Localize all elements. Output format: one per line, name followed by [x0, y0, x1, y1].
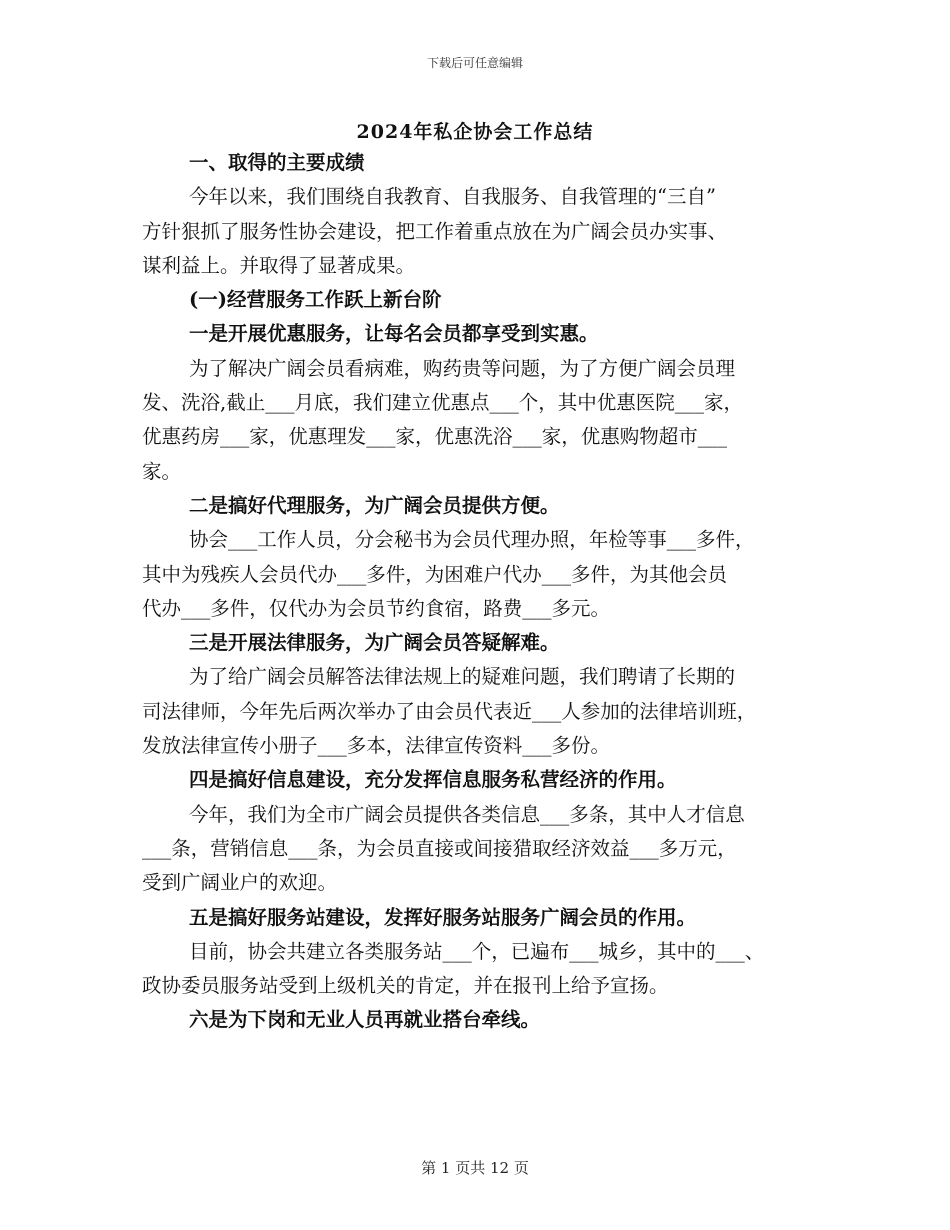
paragraph-line: 发放法律宣传小册子___多本，法律宣传资料___多份。 — [142, 734, 611, 758]
paragraph-line: 政协委员服务站受到上级机关的肯定，并在报刊上给予宣扬。 — [142, 974, 669, 998]
section-heading: 五是搞好服务站建设，发挥好服务站服务广阔会员的作用。 — [189, 905, 697, 929]
paragraph-line: 为了给广阔会员解答法律法规上的疑难问题，我们聘请了长期的 — [189, 665, 736, 689]
paragraph-line: 受到广阔业户的欢迎。 — [142, 871, 338, 895]
paragraph-line: 优惠药房___家，优惠理发___家，优惠洗浴___家，优惠购物超市___ — [142, 425, 728, 449]
paragraph-line: 目前，协会共建立各类服务站___个，已遍布___城乡，其中的___、 — [189, 939, 765, 963]
paragraph-line: 其中为残疾人会员代办___多件，为困难户代办___多件，为其他会员 — [142, 562, 728, 586]
paragraph-line: 方针狠抓了服务性协会建设，把工作着重点放在为广阔会员办实事、 — [142, 219, 728, 243]
paragraph-line: 谋利益上。并取得了显著成果。 — [142, 253, 416, 277]
section-heading: 六是为下岗和无业人员再就业搭台牵线。 — [189, 1008, 541, 1032]
header-note: 下载后可任意编辑 — [426, 56, 523, 70]
section-heading: 一、取得的主要成绩 — [189, 151, 365, 174]
paragraph-line: 今年以来，我们围绕自我教育、自我服务、自我管理的“三自” — [189, 185, 716, 209]
paragraph-line: 代办___多件，仅代办为会员节约食宿，路费___多元。 — [142, 596, 611, 620]
section-heading: 三是开展法律服务，为广阔会员答疑解难。 — [189, 631, 560, 655]
page-footer: 第 1 页共 12 页 — [421, 1159, 529, 1177]
paragraph-line: 司法律师，今年先后两次举办了由会员代表近___人参加的法律培训班， — [142, 699, 757, 723]
paragraph-line: 家。 — [142, 459, 182, 483]
paragraph-line: 为了解决广阔会员看病难，购药贵等问题，为了方便广阔会员理 — [189, 356, 736, 380]
document-title: 2024年私企协会工作总结 — [356, 121, 594, 143]
section-heading: 二是搞好代理服务，为广阔会员提供方便。 — [189, 493, 560, 517]
paragraph-line: 今年，我们为全市广阔会员提供各类信息___多条，其中人才信息 — [189, 802, 745, 826]
section-heading: (一)经营服务工作跃上新台阶 — [189, 288, 442, 312]
paragraph-line: 协会___工作人员，分会秘书为会员代理办照，年检等事___多件， — [189, 528, 755, 552]
paragraph-line: ___条，营销信息___条，为会员直接或间接猎取经济效益___多万元， — [142, 836, 737, 860]
paragraph-line: 发、洗浴,截止___月底，我们建立优惠点___个，其中优惠医院___家， — [142, 391, 743, 415]
section-heading: 一是开展优惠服务，让每名会员都享受到实惠。 — [189, 322, 599, 346]
section-heading: 四是搞好信息建设，充分发挥信息服务私营经济的作用。 — [189, 768, 677, 792]
document-body — [142, 146, 822, 1038]
